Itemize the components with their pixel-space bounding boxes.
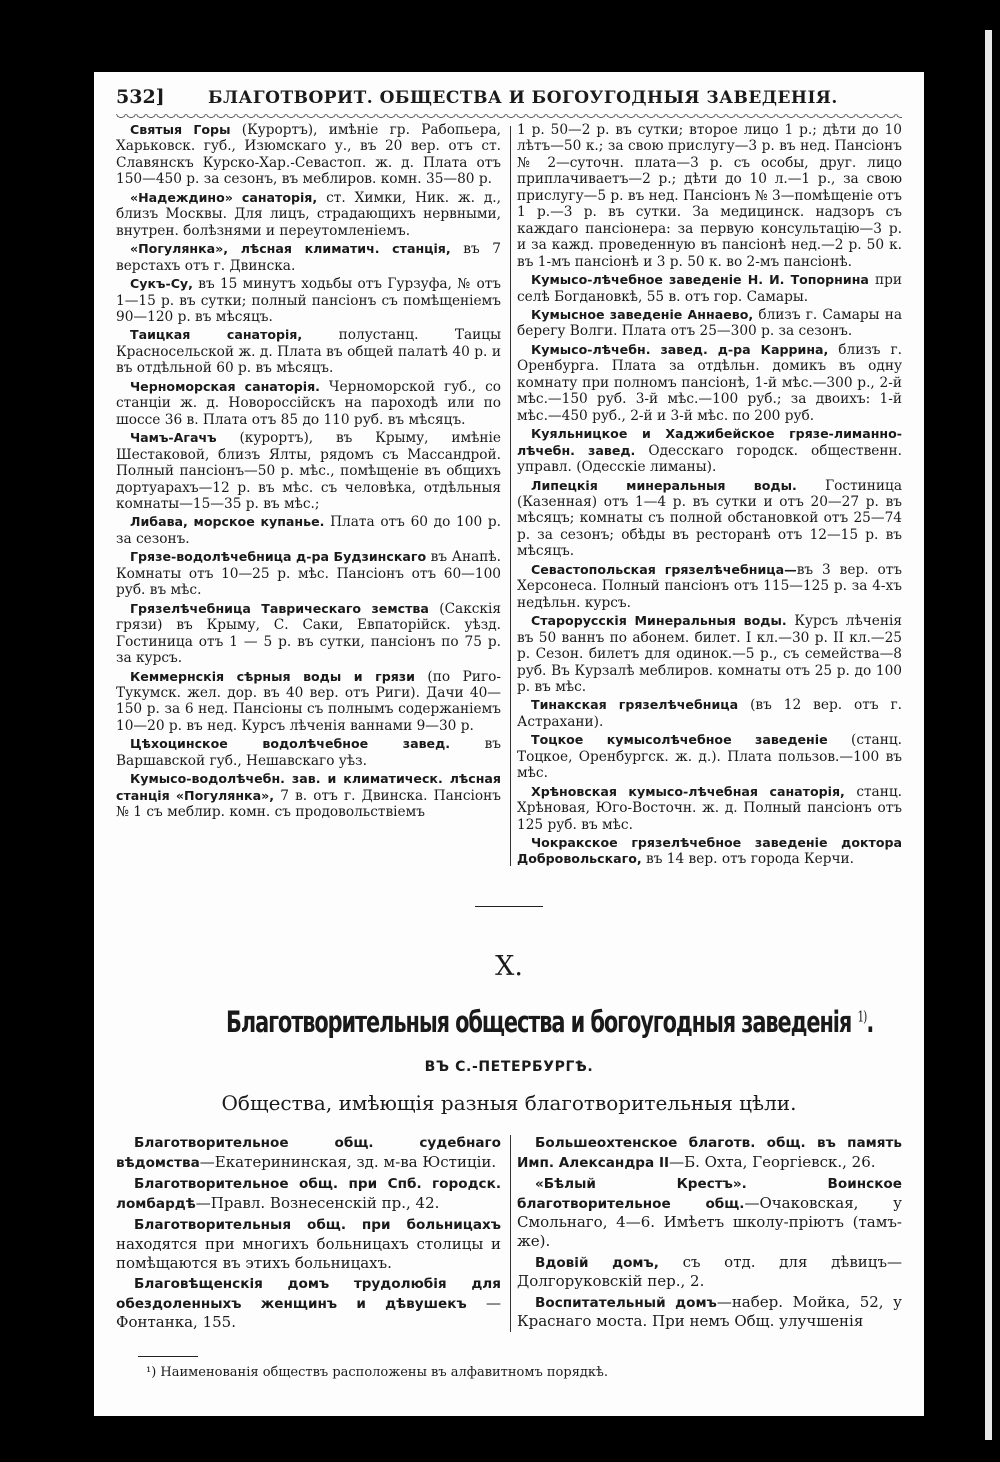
entry — [517, 613, 902, 695]
entry — [517, 426, 902, 475]
entry-text: ст. Химки, Ник. ж. д., близъ Москвы. Для лицъ, страдающихъ нервными, внутрен. болѣзнями и переутомленіемъ. — [116, 189, 501, 239]
entry — [116, 601, 501, 667]
entry-text: (по Риго-Тукумск. жел. дор. въ 40 вер. отъ Риги). Дачи 40—150 р. за 6 нед. Пансіоны съ полнымъ содержаніемъ 10—20 р. въ нед. Курсъ лѣченія ваннами 9—30 р. — [116, 668, 501, 734]
entry-text: въ 3 вер. отъ Херсонеса. Полный пансіонъ отъ 115—125 р. за 4-хъ недѣльн. курсъ. — [517, 561, 902, 611]
entry — [517, 272, 902, 305]
entry-name: Кумысо-водолѣчебн. зав. и климатическ. лѣсная станція «Погулянка», — [116, 771, 501, 803]
book-page — [94, 72, 924, 1416]
bottom-left-column — [116, 1133, 509, 1334]
entry-text: въ Анапѣ. Комнаты отъ 10—25 р. мѣс. Пансіонъ отъ 60—100 руб. въ мѣс. — [116, 549, 502, 599]
entry-name: Благотворительное общ. при Спб. городск. ломбардѣ — [116, 1176, 501, 1212]
top-right-column — [509, 122, 902, 870]
entry-name: Благотворительное общ. судебнаго вѣдомства — [116, 1134, 501, 1171]
entry-name: «Бѣлый Крестъ». Воинское благотворительное общ. — [517, 1176, 902, 1212]
entry-text: — Фонтанка, 155. — [116, 1293, 501, 1332]
entry — [116, 736, 501, 769]
entry-text: —Очаковская, у Смольнаго, 4—6. Имѣетъ школу-пріютъ (тамъ-же). — [517, 1193, 902, 1250]
entry-name: Цѣхоцинское водолѣчебное завед. — [130, 736, 451, 752]
top-left-column — [116, 122, 509, 870]
entry-text: —Б. Охта, Георгіевск., 26. — [669, 1152, 876, 1171]
entry-name: Севастопольская грязелѣчебница— — [531, 561, 797, 577]
entry-text: Одесскаго городск. общественн. управл. (Одесскіе лиманы). — [517, 442, 902, 476]
entry-name: Святыя Горы — [130, 122, 231, 137]
entry-name: Кумысо-лѣчебн. завед. д-ра Каррина, — [531, 341, 829, 357]
entry-text: —набер. Мойка, 52, у Краснаго моста. При немъ Общ. улучшенія — [517, 1292, 902, 1331]
entry-name: Черноморская санаторія. — [130, 378, 320, 394]
footnote-marker: 1) — [857, 1007, 867, 1026]
entry — [517, 732, 902, 781]
page-number: 532] — [116, 86, 165, 108]
entry-text: въ 7 верстахъ отъ г. Двинска. — [116, 241, 501, 274]
entry — [517, 562, 902, 611]
section-title — [226, 1004, 874, 1039]
entry-name: Грязе-водолѣчебница д-ра Будзинскаго — [130, 549, 427, 565]
entry-name: Грязелѣчебница Таврическаго земства — [130, 600, 429, 616]
footnote-rule — [138, 1356, 198, 1357]
entry — [116, 1133, 501, 1172]
header-wavy-rule — [116, 114, 902, 122]
entry-text: (въ 12 вер. отъ г. Астрахани). — [517, 697, 903, 730]
scan-edge-strip — [985, 30, 992, 1440]
entry-name: Либава, морское купанье. — [130, 514, 325, 530]
entry-text: находятся при многихъ больницахъ столицы и помѣщаются въ этихъ больницахъ. — [116, 1234, 501, 1272]
entry-text: —Екатерининская, зд. м-ва Юстиціи. — [199, 1152, 497, 1171]
section-numeral: X. — [495, 950, 523, 982]
city-heading: ВЪ С.-ПЕТЕРБУРГѢ. — [424, 1058, 594, 1075]
entry — [116, 122, 501, 188]
entry — [517, 1174, 902, 1250]
entry-text: Гостиница (Казенная) отъ 1—4 р. въ сутки и отъ 20—27 р. въ мѣсяцъ; комнаты съ полной обстановкой отъ 25—74 р. за сезонъ; обѣды въ ресторанѣ отъ 12—15 р. въ мѣсяцъ. — [517, 477, 902, 560]
entry-name: Кумысо-лѣчебное заведеніе Н. И. Топорнина — [531, 272, 869, 288]
entry-name: Чокракское грязелѣчебное заведеніе доктора Добровольскаго, — [517, 835, 902, 867]
entry — [116, 190, 501, 239]
entry — [116, 327, 501, 376]
entry — [517, 342, 902, 424]
entry-text: 1 р. 50—2 р. въ сутки; второе лицо 1 р.; дѣти до 10 лѣтъ—50 к.; за свою прислугу—3 р. въ нед. Пансіонъ № 2—суточн. плата—3 р. съ особы, друг. лицо приплачиваетъ—2 р.; дѣти до 10 л.—1 р., за свою прислугу—5 р. въ нед. Пансіонъ № 3—помѣщеніе отъ 1 р.—3 р. въ сутки. За медицинск. надзоръ съ каждаго пансіонера: за первую консультацію—3 р. и за кажд. проведенную въ пансіонѣ нед.—2 р. 50 к. въ 1-мъ пансіонѣ и 3 р. 50 к. во 2-мъ пансіонѣ. — [517, 122, 902, 270]
entry — [116, 771, 501, 820]
entry-name: Благотворительныя общ. при больницахъ — [134, 1217, 501, 1234]
column-divider — [510, 1135, 511, 1332]
entry-name: Сукъ-Су, — [130, 276, 193, 292]
entry-name: Тинакская грязелѣчебница — [531, 697, 739, 713]
entry — [517, 1133, 902, 1172]
entry-name: Хрѣновская кумысо-лѣчебная санаторія, — [531, 783, 845, 799]
entry-name: «Надеждино» санаторія, — [130, 189, 318, 205]
entry — [517, 1293, 902, 1331]
entry-text: (Сакскія грязи) въ Крыму, С. Саки, Евпаторійск. уѣзд. Гостиница отъ 1 — 5 р. въ сутки, пансіонъ по 75 р. за курсъ. — [116, 600, 501, 667]
entry-text: —Правл. Вознесенскій пр., 42. — [195, 1193, 440, 1212]
entry-name: Воспитательный домъ — [535, 1294, 717, 1311]
entry-text: въ 14 вер. отъ города Керчи. — [641, 851, 855, 868]
entry — [116, 514, 501, 547]
entry-name: Большеохтенское благотв. общ. въ память Имп. Александра II — [517, 1134, 902, 1171]
entry — [116, 430, 501, 512]
entry-text: Курсъ лѣченія въ 50 ваннъ по абонем. билет. I кл.—30 р. II кл.—25 р. Сезон. билетъ для одинок.—5 р., съ семейства—8 руб. Въ Курзалѣ меблиров. комнаты отъ 25 р. до 100 р. въ мѣс. — [517, 613, 902, 695]
section-title-text: Благотворительныя общества и богоугодныя заведенія — [226, 1004, 852, 1039]
entry — [517, 1253, 902, 1291]
section-separator-rule — [475, 906, 543, 907]
entry-name: Кумысное заведеніе Аннаево, — [531, 306, 754, 322]
entry-text: при селѣ Богдановкѣ, 55 в. отъ гор. Самары. — [517, 272, 902, 305]
page-header — [116, 72, 902, 112]
entry-name: Тоцкое кумысолѣчебное заведеніе — [531, 732, 828, 748]
entry-text: съ отд. для дѣвицъ—Долгоруковскій пер., 2. — [517, 1252, 902, 1291]
top-two-column-section — [116, 122, 902, 870]
entry-name: Благовѣщенскія домъ трудолюбія для обездоленныхъ женщинъ и дѣвушекъ — [116, 1276, 501, 1312]
entry-text: близъ г. Самары на берегу Волги. Плата отъ 25—300 р. за сезонъ. — [517, 306, 902, 340]
entry-name: Чамъ-Агачъ — [130, 430, 217, 446]
entry-name: Старорусскія Минеральныя воды. — [531, 613, 787, 629]
entry — [517, 122, 902, 270]
entry — [116, 1174, 501, 1213]
bottom-two-column-section — [116, 1133, 902, 1334]
entry — [116, 276, 501, 325]
entry — [517, 307, 902, 340]
entry-text: 7 в. отъ г. Двинска. Пансіонъ № 1 съ меблир. комн. съ продовольствіемъ — [116, 787, 502, 821]
section-title-end: . — [866, 1004, 874, 1039]
subsection-title: Общества, имѣющія разныя благотворительныя цѣли. — [221, 1090, 797, 1115]
entry-text: полустанц. Таицы Красносельской ж. д. Плата въ общей палатѣ 40 р. и въ отдѣльной 60 р. въ мѣсяцъ. — [116, 327, 501, 377]
entry-name: Таицкая санаторія, — [130, 327, 303, 343]
entry-name: Куяльницкое и Хаджибейское грязе-лиманно-лѣчебн. завед. — [517, 426, 902, 458]
entry-name: Кеммернскія сѣрныя воды и грязи — [130, 668, 415, 684]
entry-text: (Курортъ), имѣніе гр. Рабопьера, Харьковск. губ., Изюмскаго у., въ 20 вер. отъ ст. Славянскъ Курско-Хар.-Севастоп. ж. д. Плата отъ 150—450 р. за сезонъ, въ меблиров. комн. 35—80 р. — [116, 122, 501, 188]
entry — [116, 1215, 501, 1272]
entry-text: въ Варшавской губ., Нешавскаго уѣз. — [116, 736, 502, 769]
entry — [517, 697, 902, 730]
bottom-right-column — [509, 1133, 902, 1334]
running-title: БЛАГОТВОРИТ. ОБЩЕСТВА И БОГОУГОДНЫЯ ЗАВЕДЕНІЯ. — [208, 88, 838, 108]
entry — [116, 379, 501, 428]
entry — [116, 241, 501, 274]
entry-text: (курортъ), въ Крыму, имѣніе Шестаковой, близъ Ялты, рядомъ съ Массандрой. Полный пансіонъ—50 р. мѣс., помѣщеніе въ общихъ дортуарахъ—12 р. въ мѣс. съ человѣка, отдѣльныя комнаты—15—35 р. въ мѣс.; — [116, 430, 501, 512]
entry-text: Плата отъ 60 до 100 р. за сезонъ. — [116, 514, 501, 547]
entry-text: (станц. Тоцкое, Оренбургск. ж. д.). Плата пользов.—100 въ мѣс. — [517, 732, 902, 782]
column-divider — [510, 126, 511, 866]
entry — [116, 549, 501, 598]
entry-text: въ 15 минутъ ходьбы отъ Гурзуфа, № отъ 1—15 р. въ сутки; полный пансіонъ съ помѣщеніемъ 90—120 р. въ мѣсяцъ. — [116, 276, 501, 325]
entry-name: «Погулянка», лѣсная климатич. станція, — [130, 241, 451, 257]
entry — [116, 669, 501, 735]
entry — [517, 478, 902, 560]
entry-text: Черноморской губ., со станціи ж. д. Новороссійскъ на пароходѣ или по шоссе 36 в. Плата отъ 85 до 110 руб. въ мѣсяцъ. — [116, 378, 501, 428]
entry — [116, 1274, 501, 1332]
entry-text: близъ г. Оренбурга. Плата за отдѣльн. домикъ въ одну комнату при полномъ пансіонѣ, 1-й мѣс.—300 р., 2-й мѣс.—150 руб. 3-й мѣс.—100 руб.; за двоихъ: 1-й мѣс.—450 руб., 2-й и 3-й мѣс. по 200 руб. — [517, 341, 902, 424]
entry-name: Липецкія минеральныя воды. — [531, 477, 797, 493]
entry — [517, 835, 902, 868]
entry — [517, 784, 902, 833]
entry-text: станц. Хрѣновая, Юго-Восточн. ж. д. Полный пансіонъ отъ 125 руб. въ мѣс. — [517, 783, 902, 833]
footnote: ¹) Наименованія обществъ расположены въ алфавитномъ порядкѣ. — [146, 1364, 608, 1380]
entry-name: Вдовій домъ, — [535, 1254, 659, 1271]
